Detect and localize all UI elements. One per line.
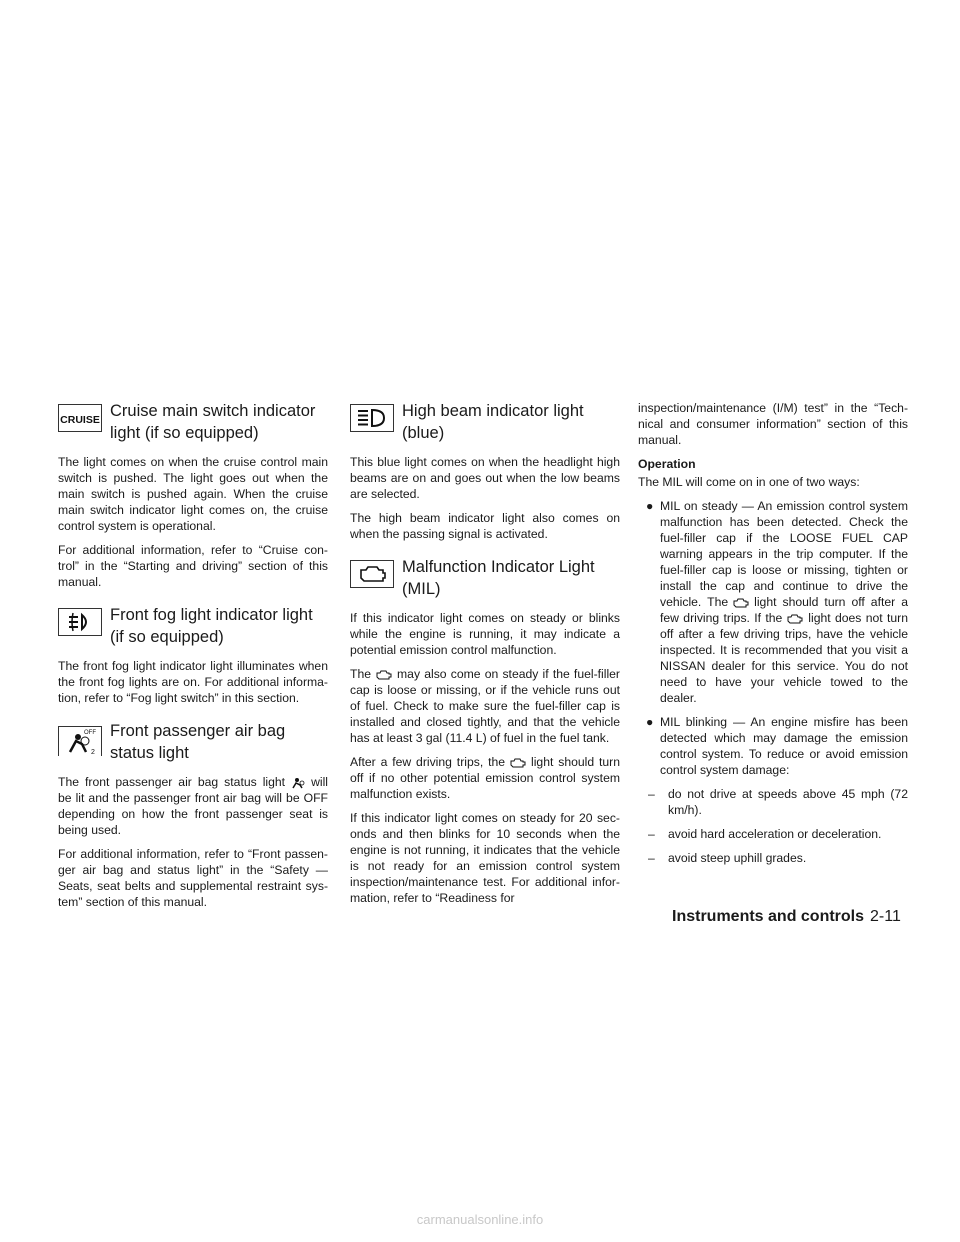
engine-malfunction-icon	[350, 560, 394, 588]
mil-paragraph-1: If this indicator light comes on steady or blinks while the engine is running, it may indicate a potential emission control malfunction.	[350, 611, 620, 657]
mil-section-title: Malfunction Indicator Light (MIL)	[402, 558, 595, 598]
page-footer	[672, 908, 901, 926]
svg-text:2: 2	[91, 749, 95, 756]
airbag-paragraph-1: The front passenger air bag status light will be lit and the passenger front air bag will be OFF depending on how the front passenger seat is being used.	[58, 775, 328, 837]
list-item: ● MIL blinking — An engine misfire has been detected which may damage the emission control system. To reduce or avoid emission control system damage:	[646, 715, 908, 777]
cruise-paragraph-2: For additional information, refer to “Cruise con-trol” in the “Starting and driving” section of this manual.	[58, 543, 328, 589]
operation-intro: The MIL will come on in one of two ways:	[638, 475, 860, 489]
operation-heading: Operation	[638, 457, 696, 471]
mil-paragraph-4: If this indicator light comes on steady for 20 sec-onds and then blinks for 10 seconds when the engine is not running, it indicates that the vehicle is not ready for an emission control system inspection/maintenance test. For additional infor-mation, refer to “Readiness for	[350, 811, 620, 905]
sub-list-item: – avoid steep uphill grades.	[648, 851, 807, 865]
page-number: 2-11	[870, 908, 901, 925]
cruise-indicator-icon	[58, 404, 102, 432]
engine-inline-icon	[786, 613, 804, 625]
engine-inline-icon	[509, 757, 527, 769]
readiness-continued-paragraph: inspection/maintenance (I/M) test” in the “Tech-nical and consumer information” section of this manual.	[638, 401, 908, 447]
highbeam-paragraph-2: The high beam indicator light also comes on when the passing signal is activated.	[350, 511, 620, 541]
column-right	[638, 400, 908, 874]
cruise-paragraph-1: The light comes on when the cruise control main switch is pushed. The light goes out when the main switch is pushed again. When the cruise main switch indicator light comes on, the cruise control system is operational.	[58, 455, 328, 533]
sub-list-item: – avoid hard acceleration or deceleration.	[648, 827, 882, 841]
mil-heading-block	[350, 556, 620, 602]
cruise-heading-block	[58, 400, 328, 446]
list-item: ● MIL on steady — An emission control system malfunction has been detected. Check the fuel-filler cap if the LOOSE FUEL CAP warning appears in the trip computer. If the fuel-filler cap is loose or missing, tighten or install the cap and continue to drive the vehicle. The light should turn off after a few driving trips. If the light does not turn off after a few driving trips, have the vehicle inspected. It is recommended that you visit a NISSAN dealer for this service. You do not need to have your vehicle towed to the dealer.	[646, 499, 908, 705]
sub-list-item: – do not drive at speeds above 45 mph (72 km/h).	[648, 787, 908, 817]
column-left	[58, 400, 328, 918]
watermark: carmanualsonline.info	[416, 1212, 544, 1227]
passenger-airbag-status-icon	[58, 724, 102, 756]
fog-section-title: Front fog light indicator light (if so equipped)	[110, 606, 313, 646]
highbeam-paragraph-1: This blue light comes on when the headlight high beams are on and goes out when the low beams are selected.	[350, 455, 620, 501]
fog-heading-block	[58, 604, 328, 650]
engine-inline-icon	[732, 597, 750, 609]
airbag-inline-icon	[289, 777, 307, 789]
mil-paragraph-3: After a few driving trips, the light should turn off if no other potential emission control system malfunction exists.	[350, 755, 620, 801]
fog-paragraph-1: The front fog light indicator light illuminates when the front fog lights are on. For additional informa-tion, refer to “Fog light switch” in this section.	[58, 659, 328, 705]
cruise-icon-text: CRUISE	[60, 414, 100, 426]
high-beam-icon	[350, 404, 394, 432]
bullet-icon: ●	[646, 499, 654, 513]
airbag-icon-off-text: OFF	[84, 730, 96, 736]
front-fog-light-icon	[58, 608, 102, 636]
footer-section-title: Instruments and controls	[672, 908, 865, 925]
cruise-section-title: Cruise main switch indicator light (if so equipped)	[110, 402, 316, 442]
airbag-paragraph-2: For additional information, refer to “Front passen-ger air bag and status light” in the “Safety — Seats, seat belts and supplemental restraint sys-tem” section of this manual.	[58, 847, 328, 909]
airbag-section-title: Front passenger air bag status light	[110, 722, 286, 762]
mil-paragraph-2: The may also come on steady if the fuel-filler cap is loose or missing, or if the vehicle runs out of fuel. Check to make sure the fuel-filler cap is installed and closed tightly, and that the vehicle has at least 3 gal (11.4 L) of fuel in the fuel tank.	[350, 667, 620, 745]
highbeam-section-title: High beam indicator light (blue)	[402, 402, 584, 442]
engine-inline-icon	[375, 669, 393, 681]
airbag-heading-block	[58, 720, 328, 766]
column-middle	[350, 400, 620, 914]
bullet-icon: ●	[646, 715, 654, 729]
highbeam-heading-block	[350, 400, 620, 446]
